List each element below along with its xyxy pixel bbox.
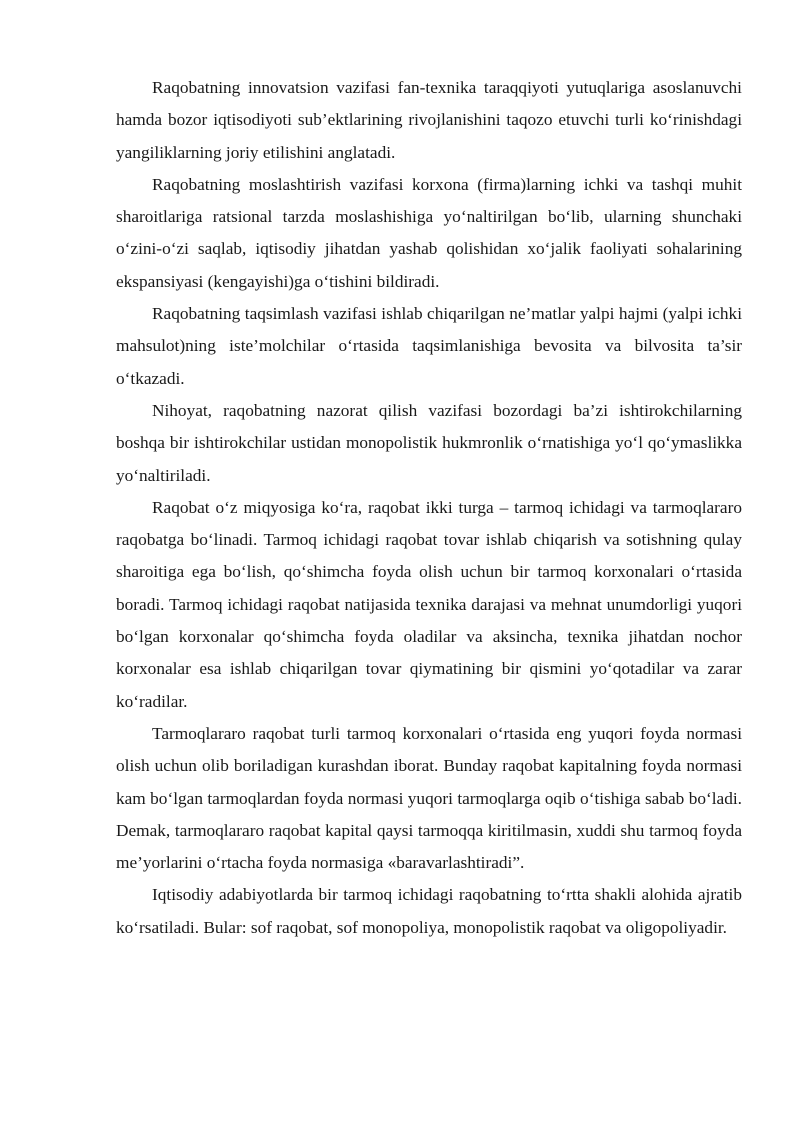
paragraph-competition-forms: Iqtisodiy adabiyotlarda bir tarmoq ichidagi raqobatning to‘rtta shakli alohida ajratib ko‘rsatiladi. Bular: sof raqobat, sof monopoliya, monopolistik raqobat va oligopoliyadir. [116, 885, 742, 937]
paragraph-inter-industry-competition: Tarmoqlararo raqobat turli tarmoq korxonalari o‘rtasida eng yuqori foyda normasi olish uchun olib boriladigan kurashdan iborat. Bunday raqobat kapitalning foyda normasi kam bo‘lgan tarmoqlardan foyda normasi yuqori tarmoqlarga oqib o‘tishiga sabab bo‘ladi. Demak, tarmoqlararo raqobat kapital qaysi tarmoqqa kiritilmasin, xuddi shu tarmoq foyda me’yorlarini o‘rtacha foyda normasiga «baravarlashtiradi”. [116, 723, 742, 873]
paragraph-control-function: Nihoyat, raqobatning nazorat qilish vazifasi bozordagi ba’zi ishtirokchilarning boshqa bir ishtirokchilar ustidan monopolistik hukmronlik o‘rnatishiga yo‘l qo‘ymaslikka yo‘naltiriladi. [116, 400, 742, 485]
paragraph-innovation-function: Raqobatning innovatsion vazifasi fan-texnika taraqqiyoti yutuqlariga asoslanuvchi hamda bozor iqtisodiyoti sub’ektlarining rivojlanishini taqozo etuvchi turli ko‘rinishdagi yangiliklarning joriy etilishini anglatadi. [116, 78, 742, 162]
paragraph-distribution-function: Raqobatning taqsimlash vazifasi ishlab chiqarilgan ne’matlar yalpi hajmi (yalpi ichki mahsulot)ning iste’molchilar o‘rtasida taqsimlanishiga bevosita va bilvosita ta’sir o‘tkazadi. [116, 304, 742, 388]
paragraph-adaptation-function: Raqobatning moslashtirish vazifasi korxona (firma)larning ichki va tashqi muhit sharoitlariga ratsional tarzda moslashishiga yo‘naltirilgan bo‘lib, ularning shunchaki o‘zini-o‘zi saqlab, iqtisodiy jihatdan yashab qolishidan xo‘jalik faoliyati sohalarining ekspansiyasi (kengayishi)ga o‘tishini bildiradi. [116, 174, 742, 291]
document-page [116, 72, 742, 944]
paragraph-intra-industry-competition: Raqobat o‘z miqyosiga ko‘ra, raqobat ikki turga – tarmoq ichidagi va tarmoqlararo raqobatga bo‘linadi. Tarmoq ichidagi raqobat tovar ishlab chiqarish va sotishning qulay sharoitiga ega bo‘lish, qo‘shimcha foyda olish uchun bir tarmoq korxonalari o‘rtasida boradi. Tarmoq ichidagi raqobat natijasida texnika darajasi va mehnat unumdorligi yuqori bo‘lgan korxonalar qo‘shimcha foyda oladilar va aksincha, texnika jihatdan nochor korxonalar esa ishlab chiqarilgan tovar qiymatining bir qismini yo‘qotadilar va zarar ko‘radilar. [116, 497, 742, 711]
